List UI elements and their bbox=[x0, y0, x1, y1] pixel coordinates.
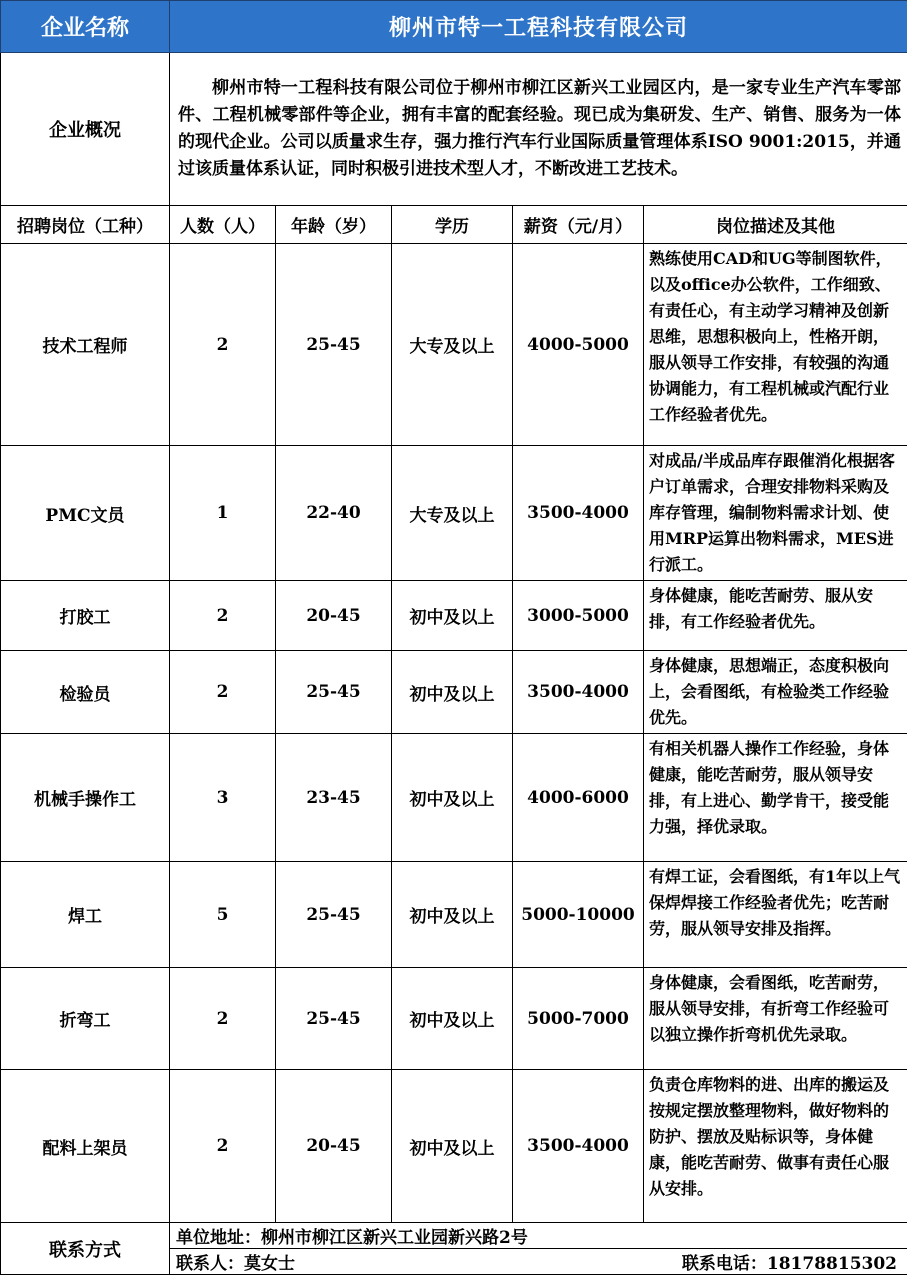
table-row bbox=[1, 862, 907, 968]
job-count: 2 bbox=[170, 1070, 276, 1223]
job-education: 大专及以上 bbox=[392, 244, 513, 446]
job-age: 25-45 bbox=[276, 862, 392, 968]
table-row bbox=[1, 446, 907, 581]
job-age: 23-45 bbox=[276, 734, 392, 862]
job-description: 身体健康，思想端正，态度积极向上，会看图纸，有检验类工作经验优先。 bbox=[644, 651, 907, 734]
job-count: 3 bbox=[170, 734, 276, 862]
job-salary: 3500-4000 bbox=[513, 1070, 644, 1223]
job-title: 机械手操作工 bbox=[1, 734, 170, 862]
contact-row bbox=[1, 1223, 907, 1249]
job-education: 初中及以上 bbox=[392, 581, 513, 651]
col-header-position: 招聘岗位（工种） bbox=[1, 206, 170, 244]
job-education: 大专及以上 bbox=[392, 446, 513, 581]
col-header-age: 年龄（岁） bbox=[276, 206, 392, 244]
job-title: 检验员 bbox=[1, 651, 170, 734]
job-title: 配料上架员 bbox=[1, 1070, 170, 1223]
job-count: 1 bbox=[170, 446, 276, 581]
job-description: 身体健康，会看图纸，吃苦耐劳，服从领导安排，有折弯工作经验可以独立操作折弯机优先录取。 bbox=[644, 968, 907, 1070]
job-salary: 3000-5000 bbox=[513, 581, 644, 651]
job-age: 25-45 bbox=[276, 968, 392, 1070]
contact-address: 单位地址：柳州市柳江区新兴工业园新兴路2号 bbox=[170, 1223, 907, 1249]
job-age: 20-45 bbox=[276, 581, 392, 651]
col-header-description: 岗位描述及其他 bbox=[644, 206, 907, 244]
table-row bbox=[1, 968, 907, 1070]
intro-label: 企业概况 bbox=[1, 53, 170, 206]
company-name-label: 企业名称 bbox=[1, 1, 170, 53]
header-row bbox=[1, 1, 907, 53]
col-header-education: 学历 bbox=[392, 206, 513, 244]
job-title: PMC文员 bbox=[1, 446, 170, 581]
job-description: 负责仓库物料的进、出库的搬运及按规定摆放整理物料，做好物料的防护、摆放及贴标识等，身体健康，能吃苦耐劳、做事有责任心服从安排。 bbox=[644, 1070, 907, 1223]
table-row bbox=[1, 1070, 907, 1223]
job-salary: 5000-7000 bbox=[513, 968, 644, 1070]
job-education: 初中及以上 bbox=[392, 968, 513, 1070]
job-description: 有焊工证，会看图纸，有1年以上气保焊焊接工作经验者优先；吃苦耐劳，服从领导安排及指挥。 bbox=[644, 862, 907, 968]
job-description: 对成品/半成品库存跟催消化根据客户订单需求，合理安排物料采购及库存管理，编制物料需求计划、使用MRP运算出物料需求，MES进行派工。 bbox=[644, 446, 907, 581]
job-age: 20-45 bbox=[276, 1070, 392, 1223]
job-count: 2 bbox=[170, 581, 276, 651]
job-education: 初中及以上 bbox=[392, 651, 513, 734]
col-header-count: 人数（人） bbox=[170, 206, 276, 244]
company-name: 柳州市特一工程科技有限公司 bbox=[170, 1, 907, 53]
contact-person: 联系人：莫女士 bbox=[176, 1254, 295, 1274]
table-row bbox=[1, 244, 907, 446]
job-count: 2 bbox=[170, 244, 276, 446]
job-salary: 3500-4000 bbox=[513, 446, 644, 581]
job-count: 5 bbox=[170, 862, 276, 968]
table-row bbox=[1, 734, 907, 862]
job-education: 初中及以上 bbox=[392, 862, 513, 968]
job-description: 有相关机器人操作工作经验，身体健康，能吃苦耐劳，服从领导安排，有上进心、勤学肯干，接受能力强，择优录取。 bbox=[644, 734, 907, 862]
job-salary: 4000-6000 bbox=[513, 734, 644, 862]
intro-row bbox=[1, 53, 907, 206]
job-age: 22-40 bbox=[276, 446, 392, 581]
job-count: 2 bbox=[170, 651, 276, 734]
job-age: 25-45 bbox=[276, 244, 392, 446]
job-description: 身体健康，能吃苦耐劳、服从安排，有工作经验者优先。 bbox=[644, 581, 907, 651]
job-salary: 4000-5000 bbox=[513, 244, 644, 446]
job-description: 熟练使用CAD和UG等制图软件，以及office办公软件，工作细致、有责任心，有主动学习精神及创新思维，思想积极向上，性格开朗，服从领导工作安排，有较强的沟通协调能力，有工程机械或汽配行业工作经验者优先。 bbox=[644, 244, 907, 446]
job-count: 2 bbox=[170, 968, 276, 1070]
job-salary: 5000-10000 bbox=[513, 862, 644, 968]
job-title: 技术工程师 bbox=[1, 244, 170, 446]
job-title: 折弯工 bbox=[1, 968, 170, 1070]
job-education: 初中及以上 bbox=[392, 734, 513, 862]
job-title: 焊工 bbox=[1, 862, 170, 968]
contact-label: 联系方式 bbox=[1, 1223, 170, 1275]
table-row bbox=[1, 651, 907, 734]
column-header-row bbox=[1, 206, 907, 244]
job-age: 25-45 bbox=[276, 651, 392, 734]
contact-phone: 联系电话：18178815302 bbox=[682, 1249, 901, 1274]
job-title: 打胶工 bbox=[1, 581, 170, 651]
table-row bbox=[1, 581, 907, 651]
contact-person-line bbox=[170, 1249, 907, 1275]
intro-text: 柳州市特一工程科技有限公司位于柳州市柳江区新兴工业园区内，是一家专业生产汽车零部件、工程机械零部件等企业，拥有丰富的配套经验。现已成为集研发、生产、销售、服务为一体的现代企业。公司以质量求生存，强力推行汽车行业国际质量管理体系ISO 9001:2015，并通过该质量体系认证，同时积极引进技术型人才，不断改进工艺技术。 bbox=[170, 53, 907, 206]
job-salary: 3500-4000 bbox=[513, 651, 644, 734]
col-header-salary: 薪资（元/月） bbox=[513, 206, 644, 244]
job-education: 初中及以上 bbox=[392, 1070, 513, 1223]
